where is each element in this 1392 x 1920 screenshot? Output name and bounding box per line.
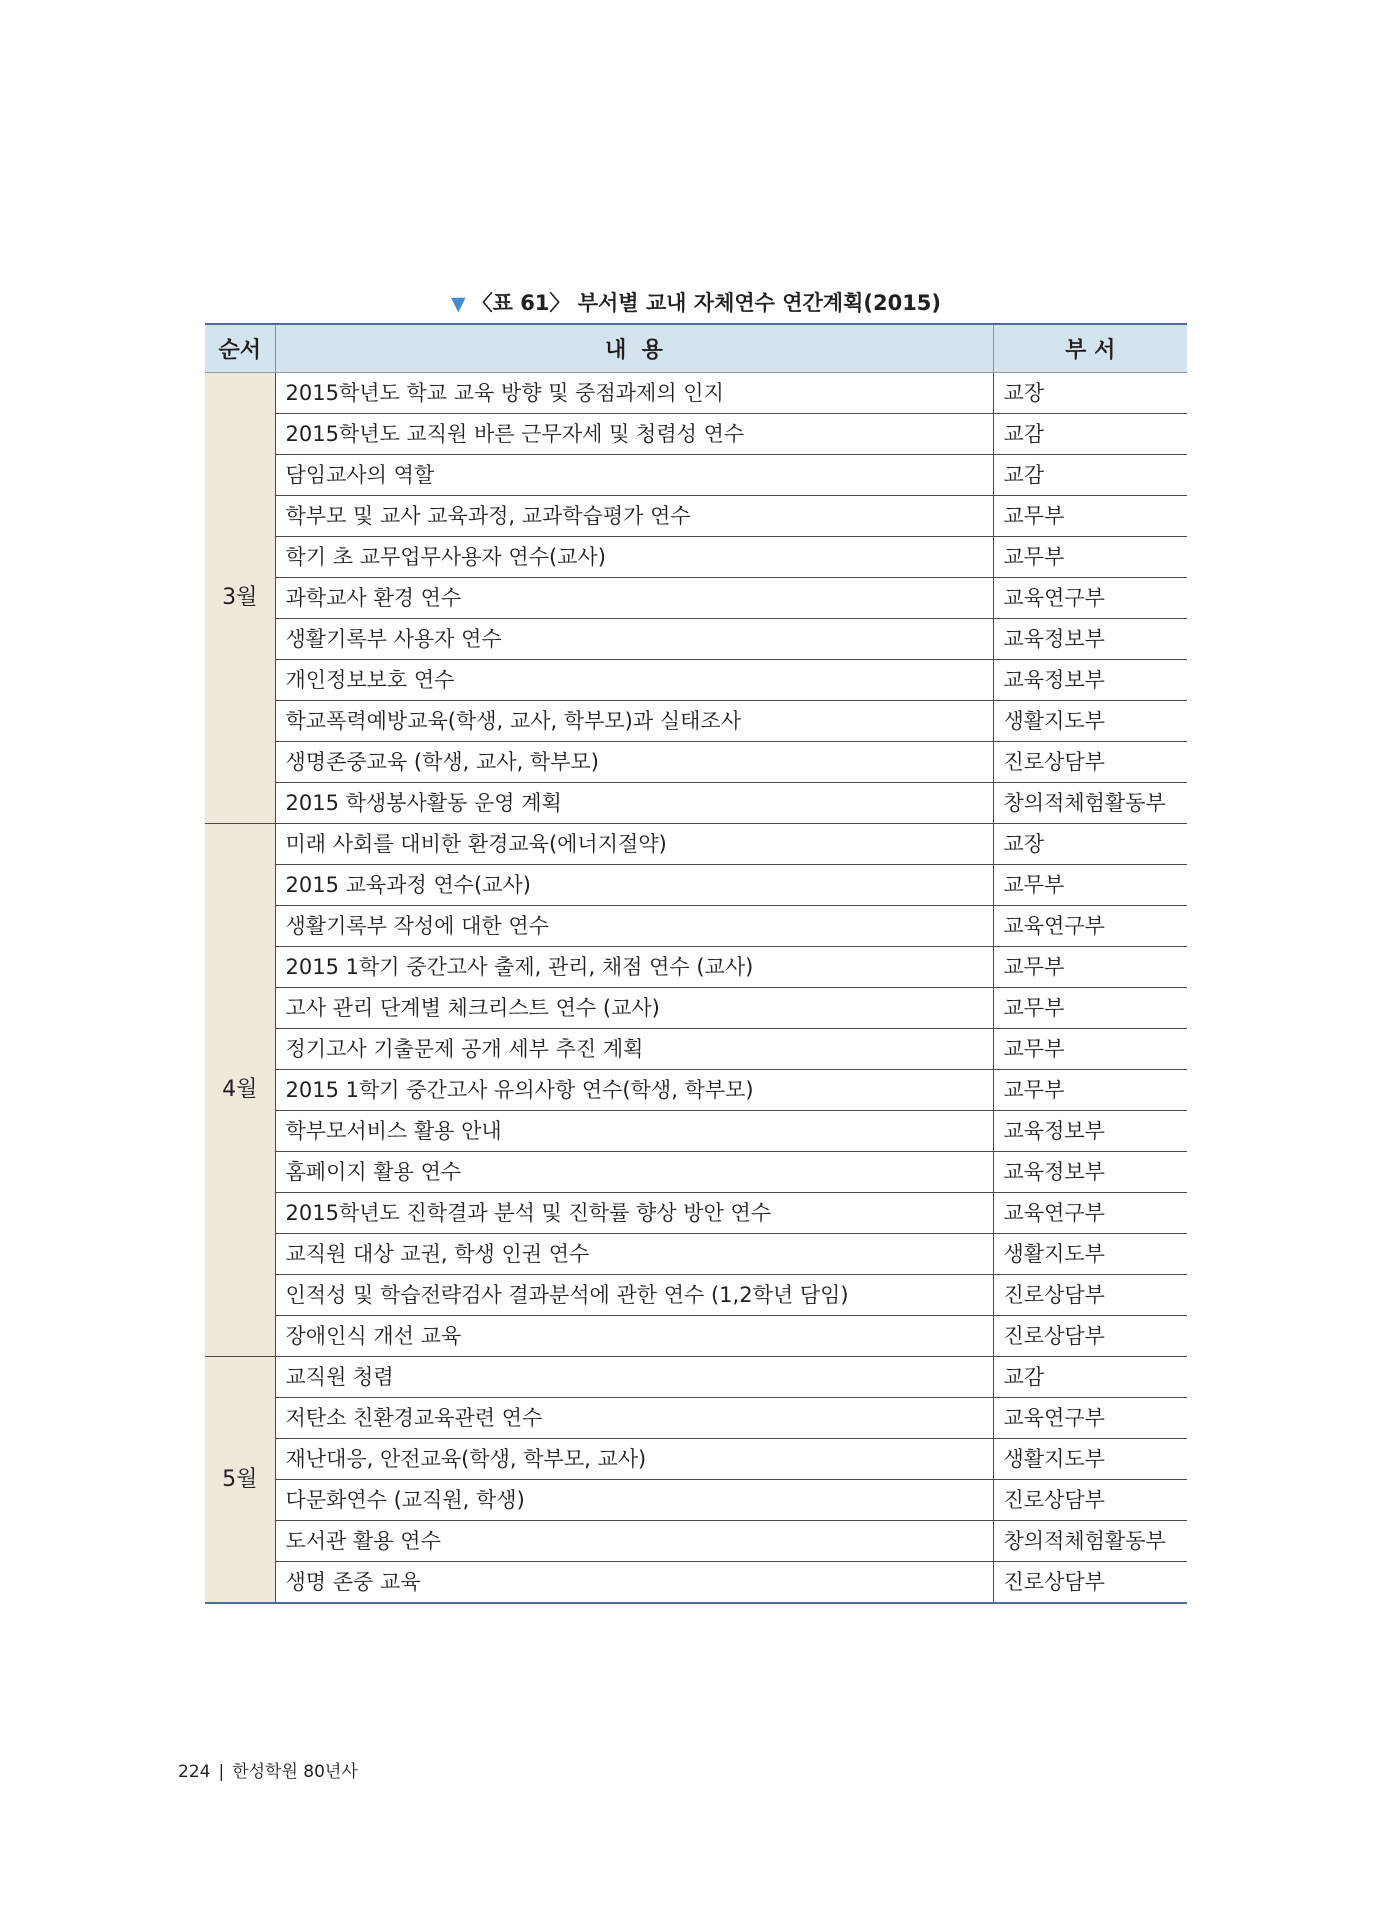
department-cell: 생활지도부 bbox=[993, 1234, 1187, 1275]
header-department: 부 서 bbox=[993, 324, 1187, 373]
table-row bbox=[205, 1070, 1187, 1111]
department-cell: 교육정보부 bbox=[993, 619, 1187, 660]
table-row bbox=[205, 496, 1187, 537]
table-body bbox=[205, 373, 1187, 1604]
table-row bbox=[205, 742, 1187, 783]
table-row bbox=[205, 783, 1187, 824]
department-cell: 창의적체험활동부 bbox=[993, 783, 1187, 824]
content-cell: 정기고사 기출문제 공개 세부 추진 계획 bbox=[275, 1029, 993, 1070]
department-cell: 교육연구부 bbox=[993, 578, 1187, 619]
content-cell: 2015 교육과정 연수(교사) bbox=[275, 865, 993, 906]
table-row bbox=[205, 865, 1187, 906]
table-row bbox=[205, 906, 1187, 947]
book-title: 한성학원 80년사 bbox=[232, 1762, 358, 1782]
department-cell: 교무부 bbox=[993, 1070, 1187, 1111]
table-row bbox=[205, 373, 1187, 414]
department-cell: 교장 bbox=[993, 373, 1187, 414]
department-cell: 교무부 bbox=[993, 496, 1187, 537]
department-cell: 교감 bbox=[993, 1357, 1187, 1398]
department-cell: 교감 bbox=[993, 414, 1187, 455]
content-cell: 인적성 및 학습전략검사 결과분석에 관한 연수 (1,2학년 담임) bbox=[275, 1275, 993, 1316]
table-row bbox=[205, 414, 1187, 455]
table-row bbox=[205, 1193, 1187, 1234]
content-cell: 학부모 및 교사 교육과정, 교과학습평가 연수 bbox=[275, 496, 993, 537]
month-cell: 5월 bbox=[205, 1357, 275, 1604]
table-row bbox=[205, 701, 1187, 742]
content-cell: 홈페이지 활용 연수 bbox=[275, 1152, 993, 1193]
table-row bbox=[205, 1111, 1187, 1152]
table-row bbox=[205, 619, 1187, 660]
table-row bbox=[205, 1234, 1187, 1275]
content-cell: 장애인식 개선 교육 bbox=[275, 1316, 993, 1357]
content-cell: 재난대응, 안전교육(학생, 학부모, 교사) bbox=[275, 1439, 993, 1480]
department-cell: 교무부 bbox=[993, 1029, 1187, 1070]
content-cell: 교직원 대상 교권, 학생 인권 연수 bbox=[275, 1234, 993, 1275]
department-cell: 진로상담부 bbox=[993, 742, 1187, 783]
header-order: 순서 bbox=[205, 324, 275, 373]
department-cell: 진로상담부 bbox=[993, 1562, 1187, 1604]
table-row bbox=[205, 1152, 1187, 1193]
department-cell: 창의적체험활동부 bbox=[993, 1521, 1187, 1562]
table-row bbox=[205, 1439, 1187, 1480]
department-cell: 진로상담부 bbox=[993, 1480, 1187, 1521]
content-cell: 2015 학생봉사활동 운영 계획 bbox=[275, 783, 993, 824]
table-row bbox=[205, 660, 1187, 701]
table-row bbox=[205, 1357, 1187, 1398]
table-caption bbox=[0, 288, 1392, 318]
department-cell: 진로상담부 bbox=[993, 1316, 1187, 1357]
content-cell: 2015학년도 교직원 바른 근무자세 및 청렴성 연수 bbox=[275, 414, 993, 455]
department-cell: 교무부 bbox=[993, 537, 1187, 578]
content-cell: 생명 존중 교육 bbox=[275, 1562, 993, 1604]
department-cell: 교육연구부 bbox=[993, 1193, 1187, 1234]
content-cell: 2015 1학기 중간고사 출제, 관리, 채점 연수 (교사) bbox=[275, 947, 993, 988]
month-cell: 3월 bbox=[205, 373, 275, 824]
content-cell: 2015학년도 진학결과 분석 및 진학률 향상 방안 연수 bbox=[275, 1193, 993, 1234]
department-cell: 교장 bbox=[993, 824, 1187, 865]
training-plan-table bbox=[205, 323, 1187, 1604]
content-cell: 과학교사 환경 연수 bbox=[275, 578, 993, 619]
table-row bbox=[205, 1562, 1187, 1604]
table-row bbox=[205, 1275, 1187, 1316]
content-cell: 생명존중교육 (학생, 교사, 학부모) bbox=[275, 742, 993, 783]
table-row bbox=[205, 824, 1187, 865]
content-cell: 생활기록부 사용자 연수 bbox=[275, 619, 993, 660]
table-row bbox=[205, 1480, 1187, 1521]
content-cell: 미래 사회를 대비한 환경교육(에너지절약) bbox=[275, 824, 993, 865]
table-row bbox=[205, 455, 1187, 496]
department-cell: 교무부 bbox=[993, 988, 1187, 1029]
page-number: 224 bbox=[178, 1762, 211, 1782]
content-cell: 다문화연수 (교직원, 학생) bbox=[275, 1480, 993, 1521]
content-cell: 개인정보보호 연수 bbox=[275, 660, 993, 701]
table-row bbox=[205, 1521, 1187, 1562]
content-cell: 2015 1학기 중간고사 유의사항 연수(학생, 학부모) bbox=[275, 1070, 993, 1111]
header-content: 내 용 bbox=[275, 324, 993, 373]
content-cell: 저탄소 친환경교육관련 연수 bbox=[275, 1398, 993, 1439]
department-cell: 교육연구부 bbox=[993, 1398, 1187, 1439]
department-cell: 교무부 bbox=[993, 947, 1187, 988]
table-row bbox=[205, 988, 1187, 1029]
department-cell: 교육정보부 bbox=[993, 1152, 1187, 1193]
content-cell: 담임교사의 역할 bbox=[275, 455, 993, 496]
department-cell: 생활지도부 bbox=[993, 701, 1187, 742]
table-row bbox=[205, 947, 1187, 988]
content-cell: 학교폭력예방교육(학생, 교사, 학부모)과 실태조사 bbox=[275, 701, 993, 742]
content-cell: 생활기록부 작성에 대한 연수 bbox=[275, 906, 993, 947]
content-cell: 학부모서비스 활용 안내 bbox=[275, 1111, 993, 1152]
table-row bbox=[205, 1029, 1187, 1070]
department-cell: 교감 bbox=[993, 455, 1187, 496]
department-cell: 생활지도부 bbox=[993, 1439, 1187, 1480]
department-cell: 교육정보부 bbox=[993, 1111, 1187, 1152]
content-cell: 학기 초 교무업무사용자 연수(교사) bbox=[275, 537, 993, 578]
table-row bbox=[205, 578, 1187, 619]
table-header-row bbox=[205, 324, 1187, 373]
department-cell: 교육정보부 bbox=[993, 660, 1187, 701]
content-cell: 도서관 활용 연수 bbox=[275, 1521, 993, 1562]
department-cell: 진로상담부 bbox=[993, 1275, 1187, 1316]
footer-separator: | bbox=[218, 1762, 225, 1782]
table-row bbox=[205, 537, 1187, 578]
department-cell: 교무부 bbox=[993, 865, 1187, 906]
table-row bbox=[205, 1316, 1187, 1357]
content-cell: 교직원 청렴 bbox=[275, 1357, 993, 1398]
page-footer bbox=[178, 1757, 358, 1782]
table-row bbox=[205, 1398, 1187, 1439]
department-cell: 교육연구부 bbox=[993, 906, 1187, 947]
month-cell: 4월 bbox=[205, 824, 275, 1357]
triangle-down-icon: ▼ bbox=[450, 293, 466, 315]
content-cell: 2015학년도 학교 교육 방향 및 중점과제의 인지 bbox=[275, 373, 993, 414]
table-title: 〈표 61〉 부서별 교내 자체연수 연간계획(2015) bbox=[471, 291, 942, 315]
content-cell: 고사 관리 단계별 체크리스트 연수 (교사) bbox=[275, 988, 993, 1029]
